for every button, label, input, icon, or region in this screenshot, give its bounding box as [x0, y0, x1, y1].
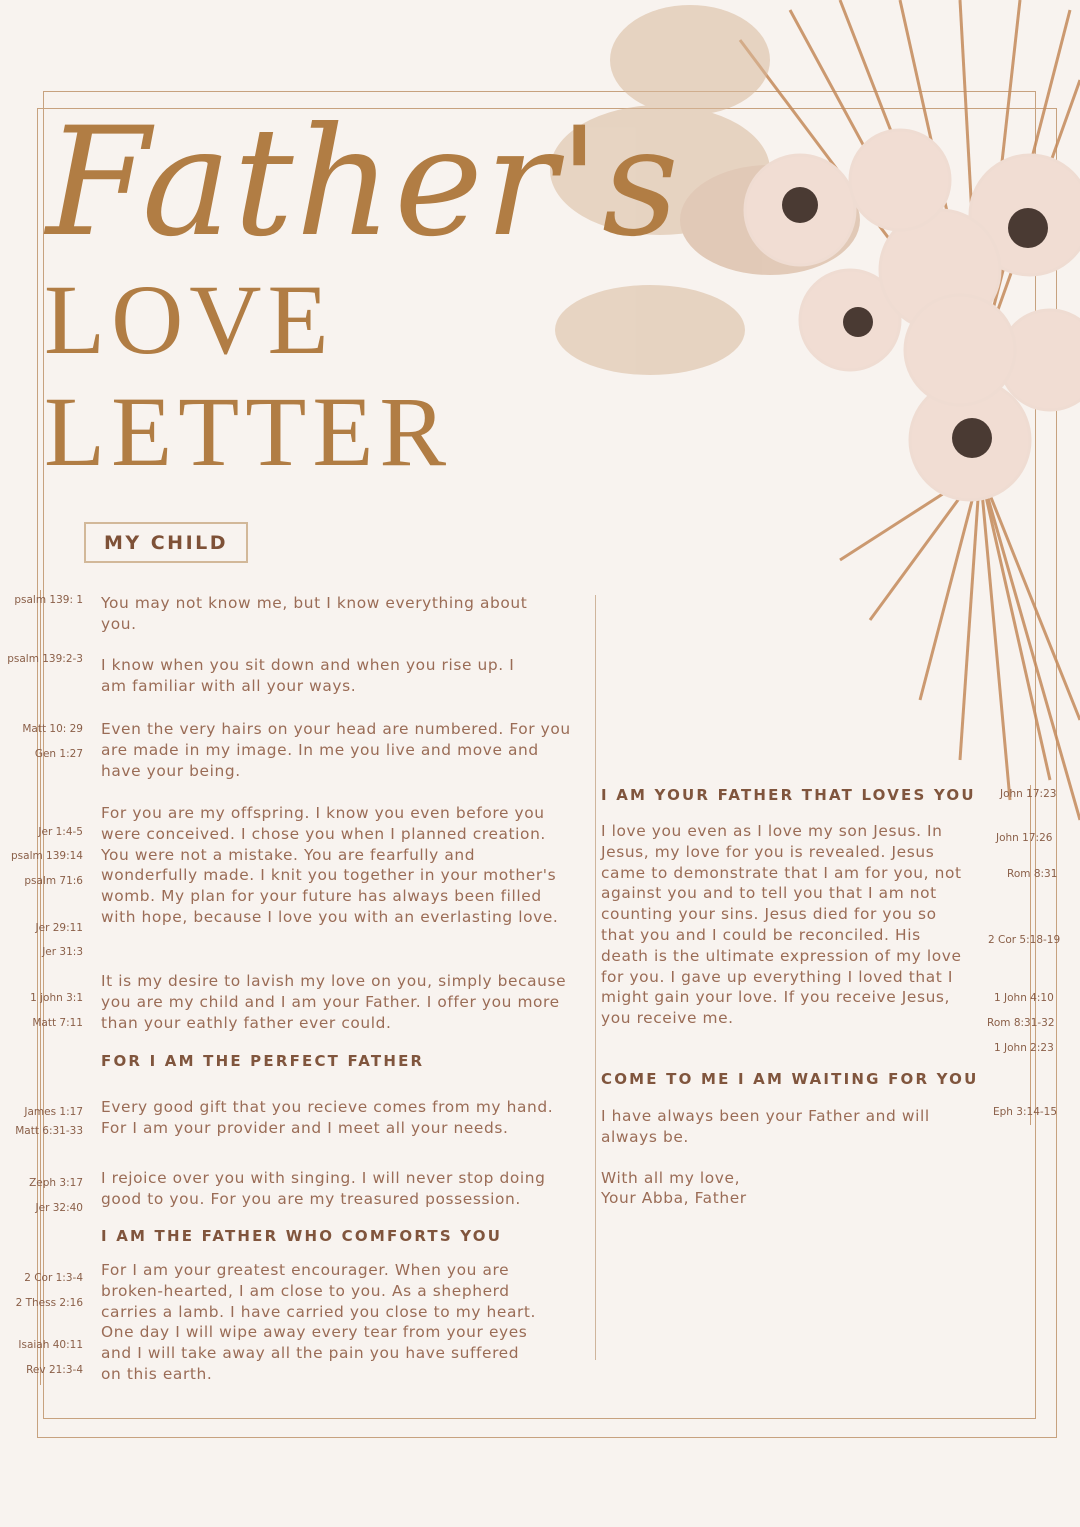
section-heading: FOR I AM THE PERFECT FATHER	[101, 1052, 425, 1070]
title-script: Father's	[46, 96, 681, 270]
scripture-ref: Matt 7:11	[32, 1017, 83, 1029]
scripture-ref: Rom 8:31	[1007, 868, 1058, 880]
scripture-ref: Rom 8:31-32	[987, 1017, 1055, 1029]
paragraph: It is my desire to lavish my love on you, simply because you are my child and I am your Father. I offer you more than your eathly father ever could.	[101, 972, 567, 1032]
paragraph: I know when you sit down and when you rise up. I am familiar with all your ways.	[101, 656, 515, 695]
paragraph: For you are my offspring. I know you even before you were conceived. I chose you when I planned creation. You were not a mistake. You are fearfully and wonderfully made. I knit you together in your mother's womb. My plan for your future has always been filled with hope, because I love you with an everlasting love.	[101, 804, 559, 926]
scripture-ref: Gen 1:27	[34, 748, 83, 760]
scripture-ref: psalm 71:6	[24, 875, 83, 887]
scripture-ref: 1 John 4:10	[994, 992, 1054, 1004]
scripture-ref: Eph 3:14-15	[993, 1106, 1058, 1118]
scripture-ref: Matt 10: 29	[22, 723, 83, 735]
scripture-ref: Jer 32:40	[35, 1202, 83, 1214]
scripture-ref: Jer 29:11	[35, 922, 83, 934]
scripture-ref: Rev 21:3-4	[26, 1364, 83, 1376]
section-heading: I AM THE FATHER WHO COMFORTS YOU	[101, 1227, 503, 1245]
paragraph: Every good gift that you recieve comes from my hand. For I am your provider and I meet all your needs.	[101, 1098, 554, 1137]
section-heading: COME TO ME I AM WAITING FOR YOU	[601, 1070, 979, 1088]
scripture-ref: psalm 139:14	[11, 850, 83, 862]
closing-line: With all my love,	[601, 1169, 741, 1187]
scripture-ref: psalm 139:2-3	[7, 653, 83, 665]
column-divider	[595, 595, 596, 1360]
scripture-ref: 2 Thess 2:16	[15, 1297, 83, 1309]
section-heading: I AM YOUR FATHER THAT LOVES YOU	[601, 786, 976, 804]
my-child-badge: MY CHILD	[84, 522, 248, 563]
paragraph: I rejoice over you with singing. I will never stop doing good to you. For you are my treasured possession.	[101, 1169, 546, 1208]
scripture-ref: Zeph 3:17	[29, 1177, 83, 1189]
paragraph: I love you even as I love my son Jesus. In Jesus, my love for you is revealed. Jesus came to demonstrate that I am for you, not against you and to tell you that I am not counting your sins. Jesus died for you so that you and I could be reconciled. His death is the ultimate expression of my love for you. I gave up everything I loved that I might gain your love. If you receive Jesus, you receive me.	[601, 822, 962, 1028]
signature-line: Your Abba, Father	[601, 1189, 747, 1207]
scripture-ref: 2 Cor 1:3-4	[24, 1272, 83, 1284]
scripture-ref: 1 john 3:1	[30, 992, 83, 1004]
scripture-ref: John 17:23	[1000, 788, 1057, 800]
paragraph: For I am your greatest encourager. When you are broken-hearted, I am close to you. As a shepherd carries a lamb. I have carried you close to my heart. One day I will wipe away every tear from your eyes and I will take away all the pain you have suffered on this earth.	[101, 1261, 537, 1383]
scripture-ref: Matt 6:31-33	[15, 1125, 83, 1137]
title-letter: LETTER	[44, 376, 453, 487]
left-ref-line	[40, 590, 41, 1385]
scripture-ref: 1 John 2:23	[994, 1042, 1054, 1054]
paragraph: I have always been your Father and will always be.	[601, 1107, 930, 1146]
scripture-ref: Jer 1:4-5	[38, 826, 83, 838]
paragraph: You may not know me, but I know everything about you.	[101, 594, 528, 633]
title-love: LOVE	[44, 264, 335, 375]
scripture-ref: James 1:17	[24, 1106, 83, 1118]
paragraph: Even the very hairs on your head are numbered. For you are made in my image. In me you live and move and have your being.	[101, 720, 571, 780]
scripture-ref: 2 Cor 5:18-19	[988, 934, 1061, 946]
scripture-ref: psalm 139: 1	[14, 594, 83, 606]
scripture-ref: John 17:26	[996, 832, 1053, 844]
scripture-ref: Isaiah 40:11	[18, 1339, 83, 1351]
scripture-ref: Jer 31:3	[42, 946, 83, 958]
